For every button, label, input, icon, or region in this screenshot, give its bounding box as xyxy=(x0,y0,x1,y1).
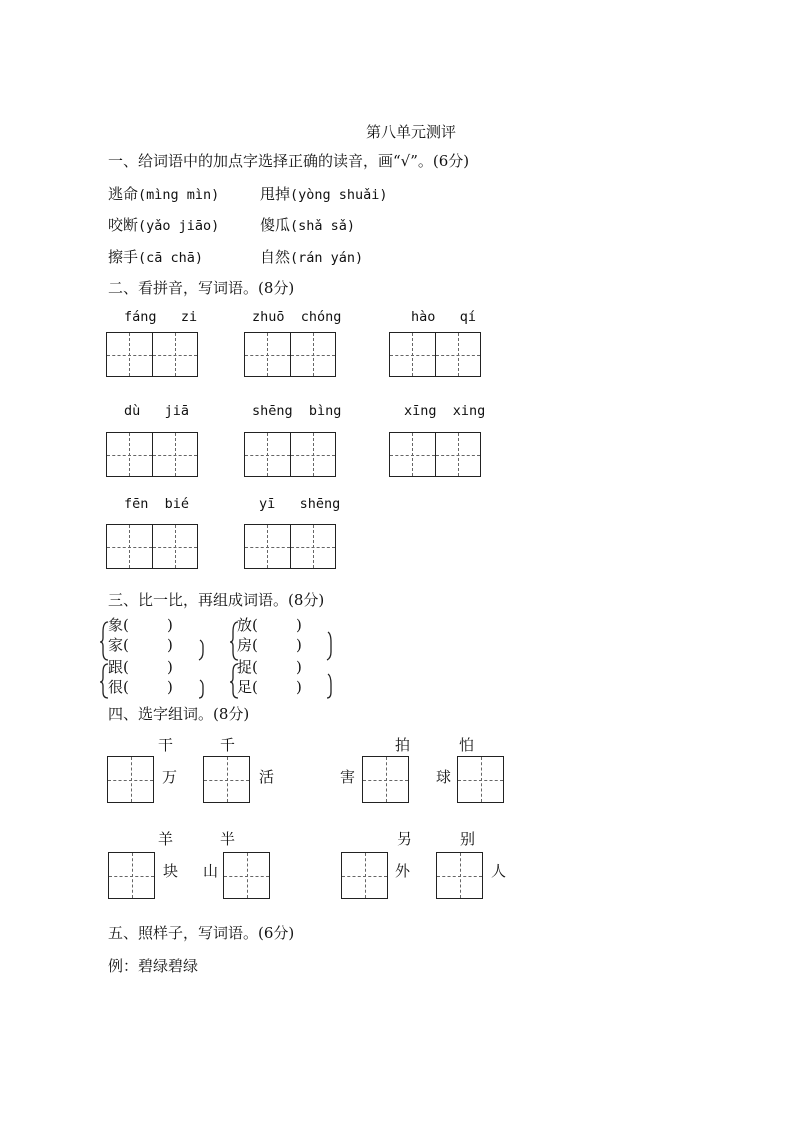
answer-box[interactable] xyxy=(108,852,155,899)
writing-grid[interactable] xyxy=(244,524,336,569)
choice-char: 另 xyxy=(397,830,413,848)
sec1-word: 自然 xyxy=(260,248,291,266)
word-char: 害 xyxy=(340,768,356,786)
choice-char: 别 xyxy=(460,830,476,848)
sec1-word: 甩掉 xyxy=(260,185,291,203)
section4-heading: 四、选字组词。(8分) xyxy=(108,705,250,723)
section1-heading: 一、给词语中的加点字选择正确的读音，画“√”。(6分) xyxy=(108,152,470,170)
sec1-item xyxy=(260,214,355,235)
writing-grid[interactable] xyxy=(389,432,481,477)
choice-char: 拍 xyxy=(395,736,411,754)
brackets-decoration xyxy=(100,612,340,700)
sec1-word: 逃命 xyxy=(108,185,139,203)
sec1-word: 擦手 xyxy=(108,248,139,266)
compare-item: 捉( ) xyxy=(237,658,302,676)
writing-grid[interactable] xyxy=(244,432,336,477)
compare-item: 跟( ) xyxy=(108,658,173,676)
pinyin-label: zhuō chóng xyxy=(252,309,342,325)
writing-grid[interactable] xyxy=(106,432,198,477)
sec1-item xyxy=(108,246,203,267)
sec1-item xyxy=(108,214,219,235)
sec1-item xyxy=(260,246,363,267)
page-title: 第八单元测评 xyxy=(366,123,457,141)
word-char: 人 xyxy=(491,862,507,880)
pinyin-label: fēn bié xyxy=(124,496,190,512)
right-brace-icon xyxy=(327,632,331,660)
word-char: 外 xyxy=(395,862,411,880)
compare-item: 很( ) xyxy=(108,678,173,696)
pinyin-label: xīng xing xyxy=(404,403,486,419)
writing-grid[interactable] xyxy=(106,332,198,377)
word-char: 球 xyxy=(436,768,452,786)
answer-box[interactable] xyxy=(436,852,483,899)
section2-heading: 二、看拼音，写词语。(8分) xyxy=(108,279,295,297)
sec1-options: (shǎ sǎ) xyxy=(290,218,356,234)
sec1-options: (cā chā) xyxy=(138,250,204,266)
sec1-options: (rán yán) xyxy=(290,250,364,266)
sec1-word: 傻瓜 xyxy=(260,216,291,234)
sec1-word: 咬断 xyxy=(108,216,139,234)
sec1-item xyxy=(260,183,388,204)
choice-char: 半 xyxy=(220,830,236,848)
answer-box[interactable] xyxy=(341,852,388,899)
writing-grid[interactable] xyxy=(244,332,336,377)
choice-char: 羊 xyxy=(158,830,174,848)
right-brace-icon xyxy=(199,640,203,660)
left-brace-icon xyxy=(100,664,108,698)
right-brace-icon xyxy=(327,674,331,698)
compare-item: 家( ) xyxy=(108,636,173,654)
sec1-options: (yǎo jiāo) xyxy=(138,218,220,234)
pinyin-label: yī shēng xyxy=(259,496,341,512)
answer-box[interactable] xyxy=(457,756,504,803)
answer-box[interactable] xyxy=(203,756,250,803)
writing-grid[interactable] xyxy=(389,332,481,377)
left-brace-icon xyxy=(230,622,238,660)
choice-char: 千 xyxy=(220,736,236,754)
compare-item: 放( ) xyxy=(237,616,302,634)
left-brace-icon xyxy=(100,622,108,660)
word-char: 万 xyxy=(162,768,178,786)
pinyin-label: fáng zi xyxy=(124,309,198,325)
sec1-options: (yòng shuǎi) xyxy=(290,187,388,203)
word-char: 活 xyxy=(259,768,275,786)
section3-heading: 三、比一比，再组成词语。(8分) xyxy=(108,591,325,609)
pinyin-label: dù jiā xyxy=(124,403,190,419)
compare-item: 足( ) xyxy=(237,678,302,696)
writing-grid[interactable] xyxy=(106,524,198,569)
word-char: 山 xyxy=(203,862,219,880)
choice-char: 怕 xyxy=(459,736,475,754)
compare-item: 房( ) xyxy=(237,636,302,654)
left-brace-icon xyxy=(230,664,238,698)
pinyin-label: shēng bìng xyxy=(252,403,342,419)
answer-box[interactable] xyxy=(107,756,154,803)
compare-item: 象( ) xyxy=(108,616,173,634)
example-text: 例：碧绿碧绿 xyxy=(108,957,199,975)
sec1-item xyxy=(108,183,219,204)
answer-box[interactable] xyxy=(362,756,409,803)
right-brace-icon xyxy=(199,680,203,698)
choice-char: 干 xyxy=(158,736,174,754)
sec1-options: (mìng mìn) xyxy=(138,187,220,203)
answer-box[interactable] xyxy=(223,852,270,899)
pinyin-label: hào qí xyxy=(411,309,477,325)
section5-heading: 五、照样子，写词语。(6分) xyxy=(108,924,295,942)
word-char: 块 xyxy=(163,862,179,880)
